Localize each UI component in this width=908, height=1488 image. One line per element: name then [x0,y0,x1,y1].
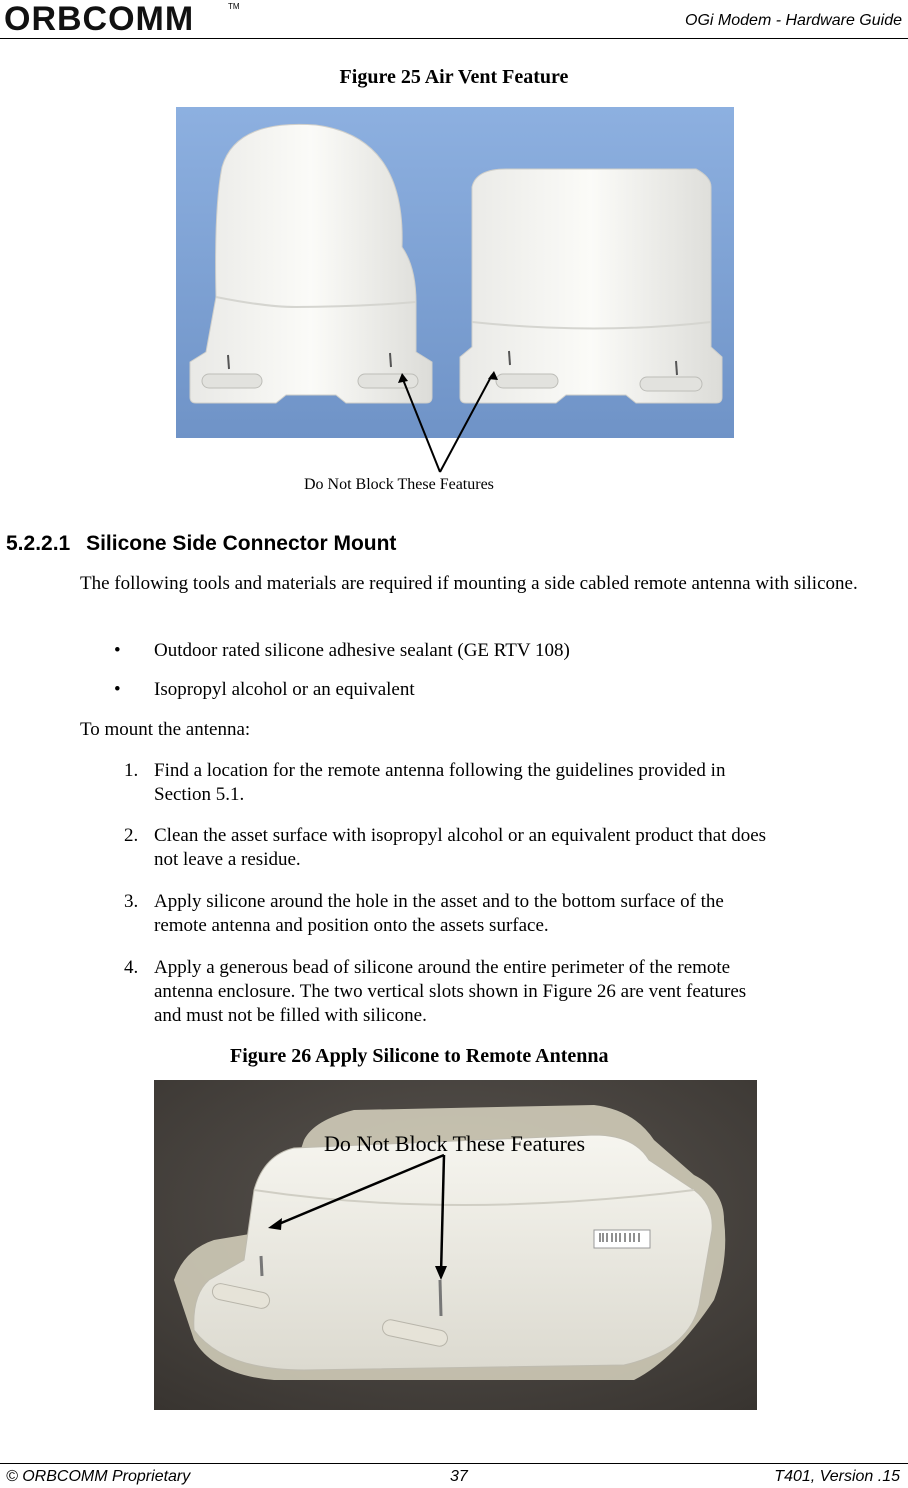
figure-26-annotation: Do Not Block These Features [324,1131,586,1156]
step-text-line: antenna enclosure. The two vertical slots shown in Figure 26 are vent features [154,981,747,1002]
logo-trademark: TM [228,2,240,11]
section-number: 5.2.2.1 [6,532,71,555]
bullet-glyph: • [114,679,121,700]
document-title: OGi Modem - Hardware Guide [685,12,902,29]
step-number: 2. [124,825,139,846]
footer-page-number: 37 [450,1468,468,1485]
step-text-line: remote antenna and position onto the assets surface. [154,915,549,936]
bullet-text: Outdoor rated silicone adhesive sealant (GE RTV 108) [154,640,570,661]
bullet-item [114,640,570,662]
step-text-line: Apply silicone around the hole in the asset and to the bottom surface of the [154,891,724,912]
step-text-line: and must not be filled with silicone. [154,1005,427,1026]
barcode-label [594,1230,650,1248]
step-number: 1. [124,760,139,781]
step-item [124,956,894,1028]
step-item [124,824,904,872]
footer-copyright: © ORBCOMM Proprietary [6,1468,191,1485]
step-item [124,759,894,807]
bullet-glyph: • [114,640,121,661]
step-text-line: Apply a generous bead of silicone around the entire perimeter of the remote [154,957,731,978]
section-title: Silicone Side Connector Mount [86,532,397,555]
step-number: 4. [124,957,139,978]
step-number: 3. [124,891,139,912]
figure-25-caption: Figure 25 Air Vent Feature [339,66,569,88]
footer-version: T401, Version .15 [774,1468,900,1485]
step-text-line: Clean the asset surface with isopropyl alcohol or an equivalent product that does [154,825,767,846]
footer-rule [0,1463,908,1464]
step-text-line: not leave a residue. [154,849,301,870]
steps-intro: To mount the antenna: [80,719,251,740]
step-text-line: Section 5.1. [154,784,245,805]
bullet-text: Isopropyl alcohol or an equivalent [154,679,415,700]
section-heading [6,532,396,556]
step-item [124,890,894,938]
antenna-enclosure [194,1135,712,1370]
figure-25-annotation: Do Not Block These Features [304,476,494,493]
figure-26-caption: Figure 26 Apply Silicone to Remote Antenna [230,1045,609,1067]
figure-25-arrows [0,0,908,500]
bullet-item [114,679,415,701]
step-text-line: Find a location for the remote antenna following the guidelines provided in [154,760,726,781]
figure-26-photo [154,1080,757,1410]
intro-paragraph: The following tools and materials are required if mounting a side cabled remote antenna with silicone. [80,573,858,594]
logo-text: ORBCOMM [4,0,195,38]
